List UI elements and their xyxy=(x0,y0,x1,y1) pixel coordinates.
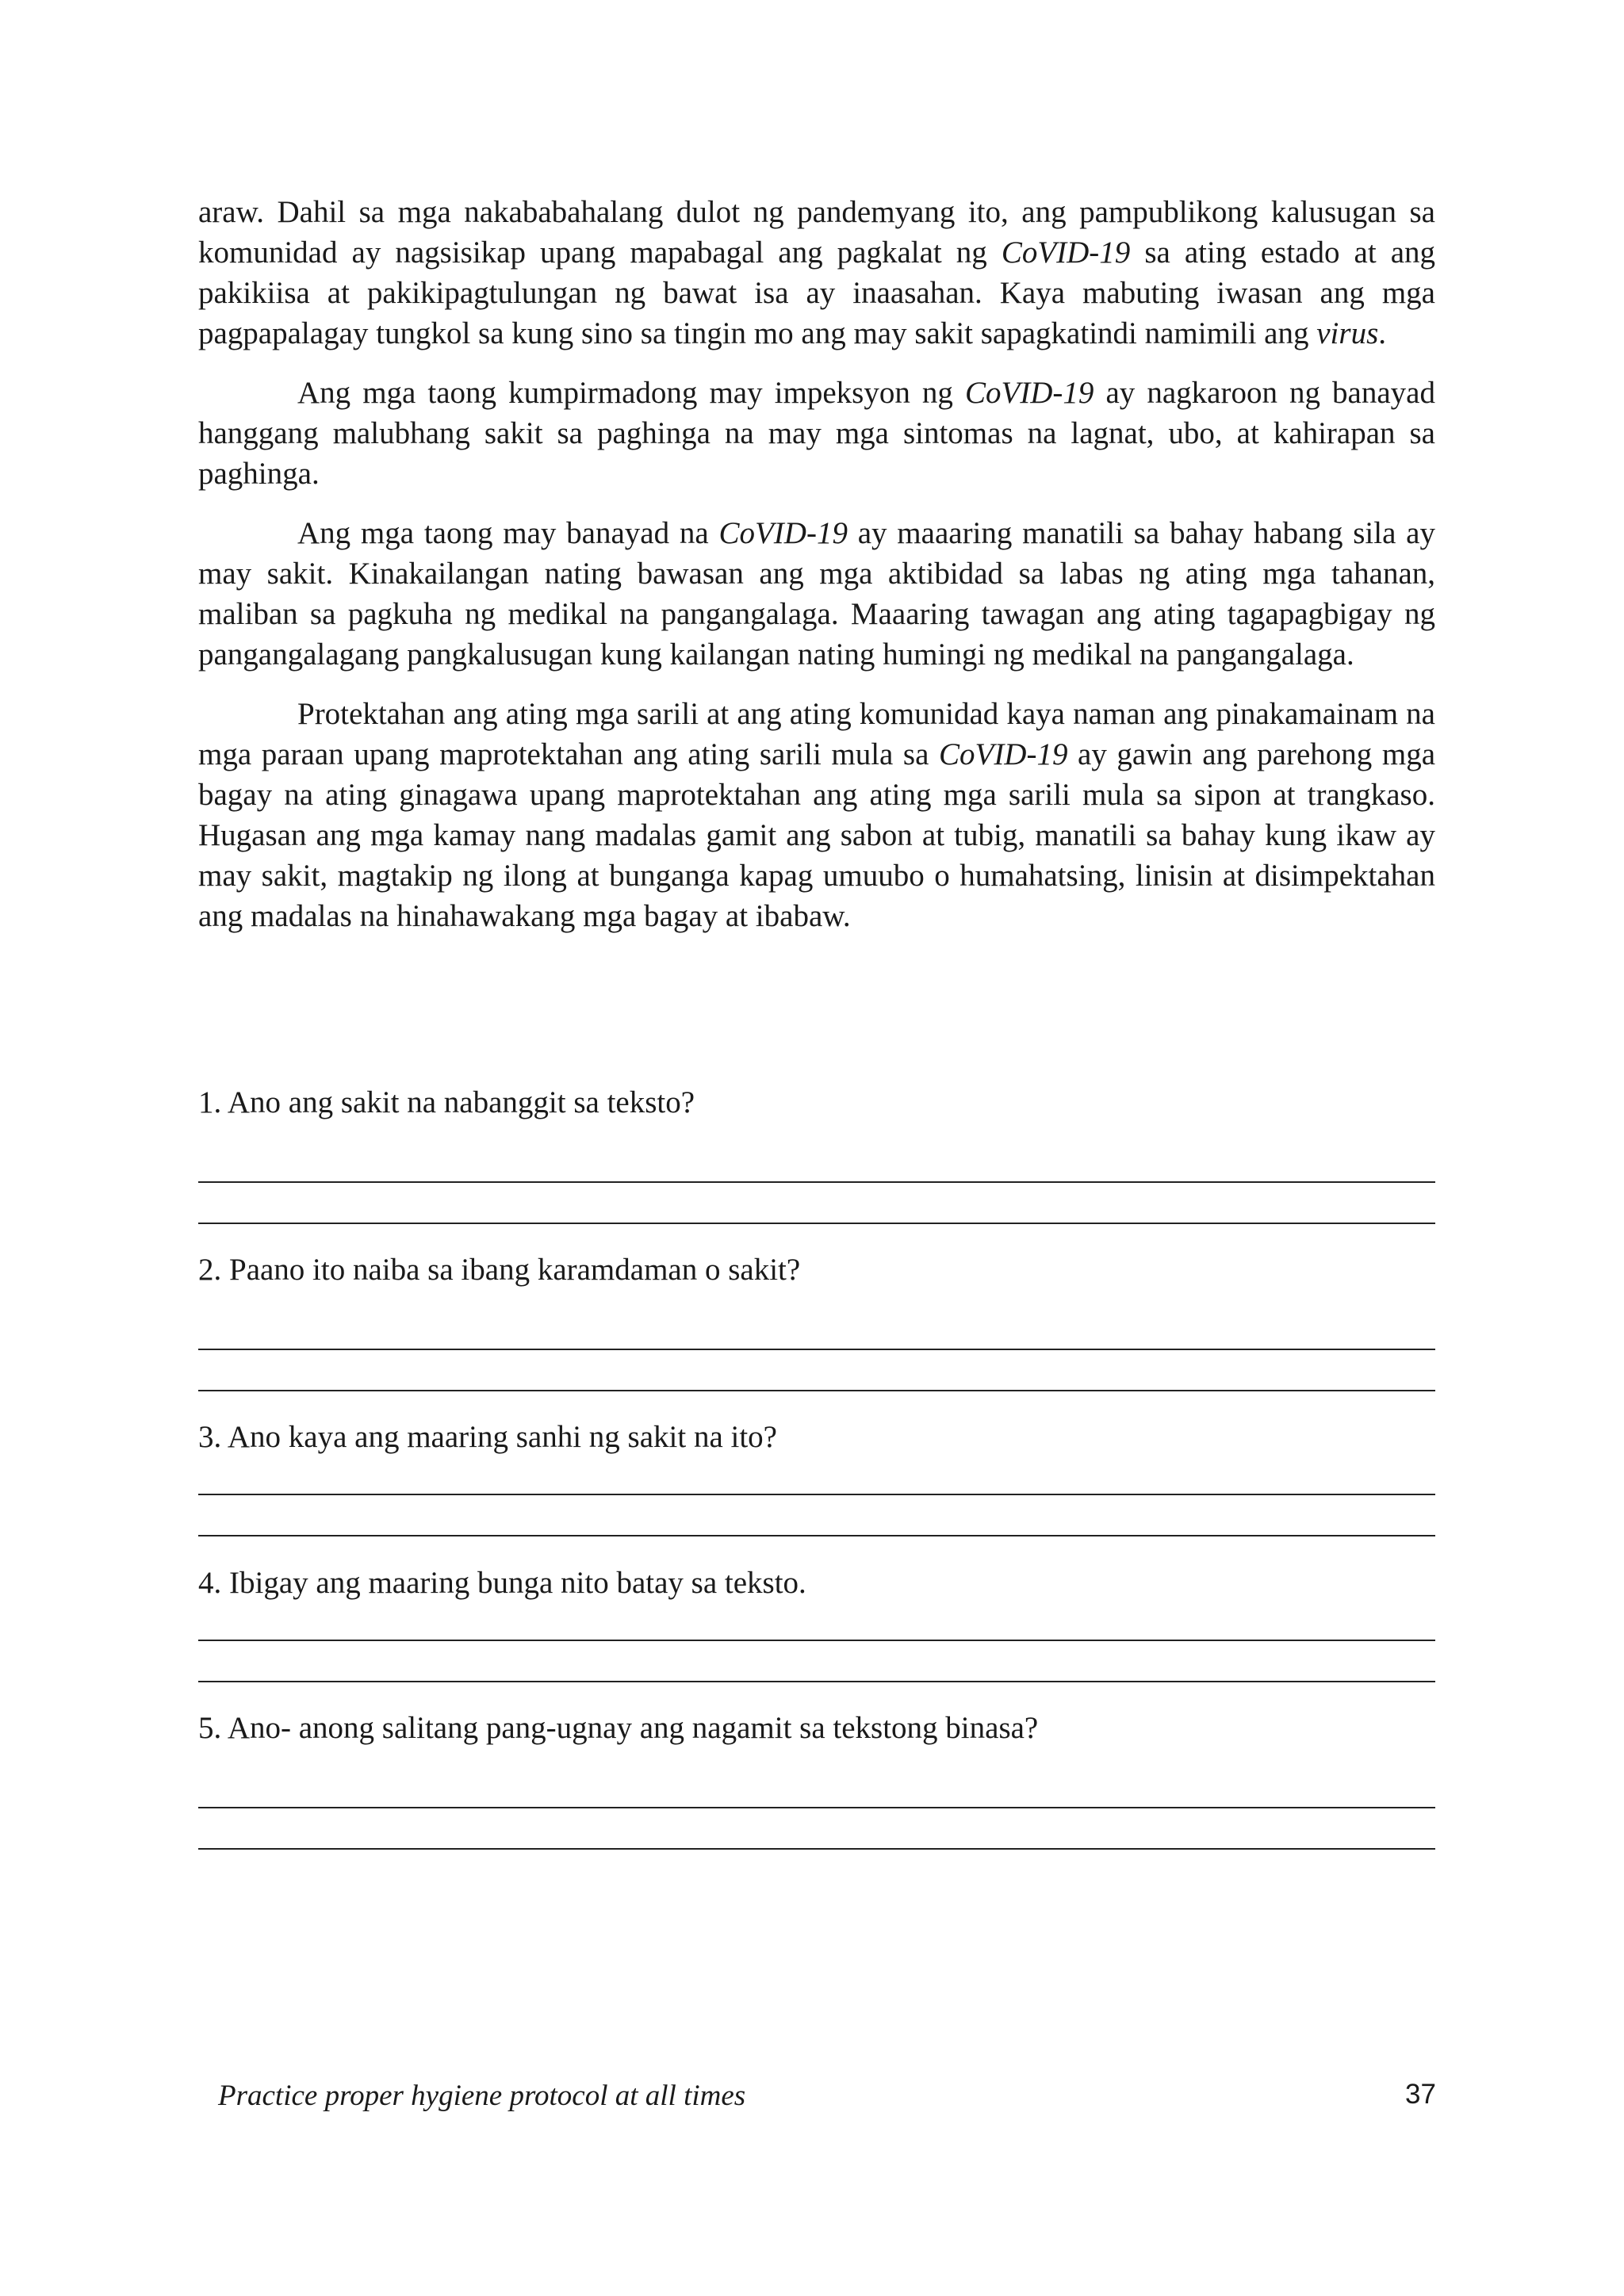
page-number: 37 xyxy=(1405,2079,1436,2110)
paragraph-2-text-b: ay nagkaroon ng banayad hanggang malubhang sakit sa paghinga na may mga sintomas na lagnat, ubo, at kahirapan sa paghinga. xyxy=(198,376,1435,491)
covid-term: CoVID-19 xyxy=(1001,235,1131,270)
question-2-text: 2. Paano ito naiba sa ibang karamdaman o sakit? xyxy=(198,1253,801,1287)
question-4 xyxy=(198,1563,1435,1603)
reading-passage xyxy=(198,192,1435,955)
paragraph-2 xyxy=(198,373,1435,494)
answer-line-2b[interactable] xyxy=(198,1390,1435,1391)
answer-line-3b[interactable] xyxy=(198,1535,1435,1536)
question-1-text: 1. Ano ang sakit na nabanggit sa teksto? xyxy=(198,1085,695,1119)
covid-term: CoVID-19 xyxy=(718,516,848,550)
paragraph-1-text-a: araw. Dahil sa mga nakababahalang dulot ng pandemyang ito, ang pampublikong kalusugan sa komunidad ay nagsisikap upang mapabagal ang pagkalat ng xyxy=(198,195,1435,270)
covid-term: CoVID-19 xyxy=(938,737,1068,771)
answer-line-5a[interactable] xyxy=(198,1807,1435,1808)
footer-motto: Practice proper hygiene protocol at all times xyxy=(218,2080,746,2112)
question-5 xyxy=(198,1708,1435,1748)
answer-line-1a[interactable] xyxy=(198,1181,1435,1183)
covid-term: CoVID-19 xyxy=(964,376,1094,410)
answer-line-3a[interactable] xyxy=(198,1494,1435,1495)
paragraph-3-text-a: Ang mga taong may banayad na xyxy=(297,516,719,550)
virus-term: virus xyxy=(1316,316,1379,350)
question-4-text: 4. Ibigay ang maaring bunga nito batay sa teksto. xyxy=(198,1566,806,1600)
question-5-text: 5. Ano- anong salitang pang-ugnay ang nagamit sa tekstong binasa? xyxy=(198,1711,1039,1745)
paragraph-1 xyxy=(198,192,1435,354)
answer-line-4b[interactable] xyxy=(198,1681,1435,1682)
paragraph-4-text-b: ay gawin ang parehong mga bagay na ating ginagawa upang maprotektahan ang ating mga sarili mula sa sipon at trangkaso. Hugasan ang mga kamay nang madalas gamit ang sabon at tubig, manatili sa bahay kung ikaw ay may sakit, magtakip ng ilong at bunganga kapag umuubo o humahatsing, linisin at disimpektahan ang madalas na hinahawakang mga bagay at ibabaw. xyxy=(198,737,1435,933)
paragraph-2-text-a: Ang mga taong kumpirmadong may impeksyon ng xyxy=(297,376,965,410)
answer-line-5b[interactable] xyxy=(198,1848,1435,1850)
question-3-text: 3. Ano kaya ang maaring sanhi ng sakit na ito? xyxy=(198,1420,777,1454)
paragraph-3-text-b: ay maaaring manatili sa bahay habang sila ay may sakit. Kinakailangan nating bawasan ang mga aktibidad sa labas ng ating mga tahanan, maliban sa pagkuha ng medikal na pangangalaga. Maaaring tawagan ang ating tagapagbigay ng pangangalagang pangkalusugan kung kailangan nating humingi ng medikal na pangangalaga. xyxy=(198,516,1435,672)
paragraph-1-text-b: sa ating estado at ang pakikiisa at pakikipagtulungan ng bawat isa ay inaasahan. Kaya mabuting iwasan ang mga pagpapalagay tungkol sa kung sino sa tingin mo ang may sakit sapagkatindi namimili ang xyxy=(198,235,1435,350)
paragraph-3 xyxy=(198,513,1435,675)
answer-line-4a[interactable] xyxy=(198,1640,1435,1641)
question-3 xyxy=(198,1417,1435,1457)
question-1 xyxy=(198,1082,1435,1123)
answer-line-2a[interactable] xyxy=(198,1349,1435,1350)
question-2 xyxy=(198,1249,1435,1290)
paragraph-1-text-c: . xyxy=(1378,316,1386,350)
paragraph-4 xyxy=(198,694,1435,936)
answer-line-1b[interactable] xyxy=(198,1223,1435,1224)
paragraph-4-text-a: Protektahan ang ating mga sarili at ang ating komunidad kaya naman ang pinakamainam na mga paraan upang maprotektahan ang ating sarili mula sa xyxy=(198,697,1435,771)
